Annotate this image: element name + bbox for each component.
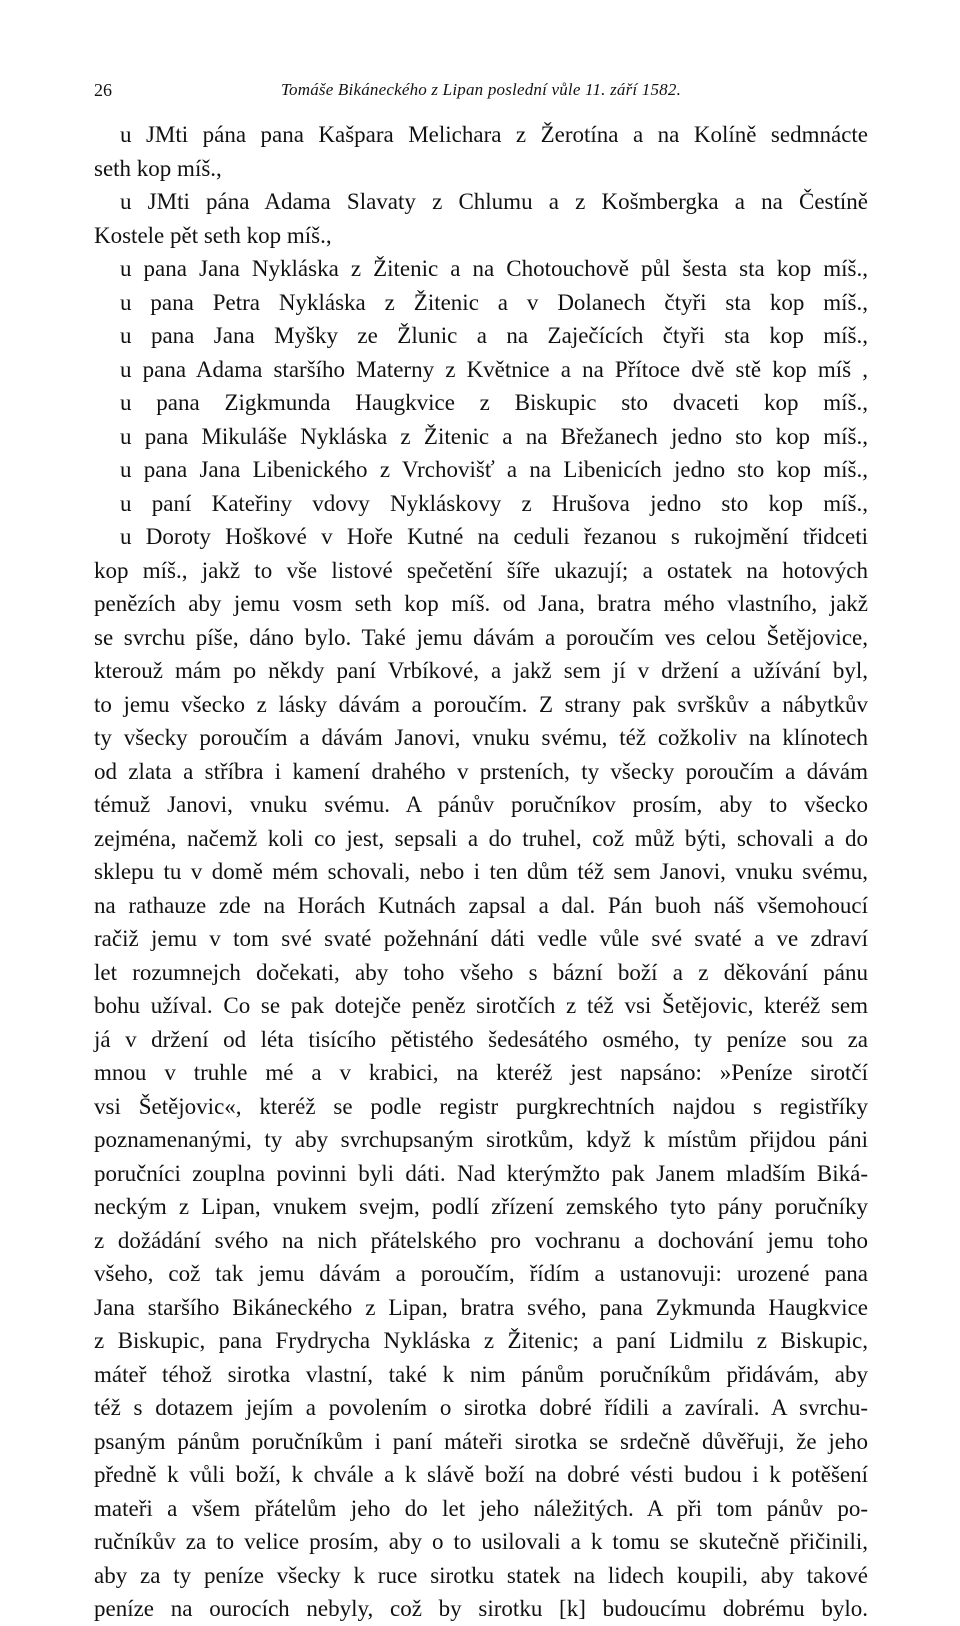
text-line: u JMti pána Adama Slavaty z Chlumu a z Košmbergka a na Čestíně bbox=[120, 189, 868, 214]
text-line: sklepu tu v domě mém schovali, nebo i ten dům též sem Janovi, vnuku svému, bbox=[94, 859, 868, 884]
text-line: vsi Šetějovic«, kteréž se podle registr purgkrechtních najdou s registříky bbox=[94, 1093, 868, 1119]
text-line: peníze na ourocích nebyly, což by sirotku [k] budoucímu dobrému bylo. bbox=[94, 1596, 868, 1621]
text-line: kterouž mám po někdy paní Vrbíkové, a jakž sem jí v držení a užívání byl, bbox=[94, 658, 868, 683]
text-line: let rozumnejch dočekati, aby toho všeho s bázní boží a z děkování pánu bbox=[94, 959, 868, 985]
text-line: seth kop míš., bbox=[94, 155, 222, 181]
text-line: na rathauze zde na Horách Kutnách zapsal a dal. Pán buoh náš všemohoucí bbox=[94, 892, 868, 918]
text-line: u pana Zigkmunda Haugkvice z Biskupic sto dvaceti kop míš., bbox=[120, 390, 868, 415]
text-line: u pana Petra Nykláska z Žitenic a v Dolanech čtyři sta kop míš., bbox=[120, 289, 868, 315]
text-line: aby za ty peníze všecky k ruce sirotku statek na lidech koupili, aby takové bbox=[94, 1562, 868, 1588]
text-line: mateři a všem přátelům jeho do let jeho náležitých. A při tom pánův po- bbox=[94, 1495, 868, 1521]
page-header bbox=[94, 80, 868, 104]
running-title: Tomáše Bikáneckého z Lipan poslední vůle 11. září 1582. bbox=[280, 80, 682, 99]
text-line: z dožádání svého na nich přátelského pro vochranu a dochování jemu toho bbox=[94, 1227, 868, 1253]
text-line: u paní Kateřiny vdovy Nykláskovy z Hrušova jedno sto kop míš., bbox=[120, 490, 868, 516]
text-line: kop míš., jakž to vše listové spečetění šíře ukazují; a ostatek na hotových bbox=[94, 557, 868, 583]
text-line: Kostele pět seth kop míš., bbox=[94, 222, 332, 248]
text-line: témuž Janovi, vnuku svému. A pánův poručníkov prosím, aby to všecko bbox=[94, 792, 868, 817]
page-number: 26 bbox=[94, 80, 112, 100]
text-line: všeho, což tak jemu dávám a poroučím, řídím a ustanovuji: urozené pana bbox=[94, 1261, 868, 1286]
text-line: psaným pánům poručníkům i paní máteři sirotka se srdečně důvěřuji, že jeho bbox=[94, 1428, 868, 1454]
text-line: poručníci zouplna povinni byli dáti. Nad kterýmžto pak Janem mladším Biká- bbox=[94, 1160, 868, 1186]
text-line: též s dotazem jejím a povolením o sirotka dobré řídili a zavírali. A svrchu- bbox=[94, 1395, 868, 1420]
text-line: Jana staršího Bikáneckého z Lipan, bratra svého, pana Zykmunda Haugkvice bbox=[94, 1294, 868, 1320]
text-line: máteř téhož sirotka vlastní, také k nim pánům poručníkům přidávám, aby bbox=[94, 1361, 868, 1387]
text-line: u pana Mikuláše Nykláska z Žitenic a na Břežanech jedno sto kop míš., bbox=[120, 423, 868, 449]
text-line: z Biskupic, pana Frydrycha Nykláska z Žitenic; a paní Lidmilu z Biskupic, bbox=[94, 1328, 868, 1353]
text-line: já v držení od léta tisícího pětistého šedesátého osmého, ty peníze sou za bbox=[94, 1026, 868, 1052]
text-line: neckým z Lipan, vnukem svejm, podlí zřízení zemského tyto pány poručníky bbox=[94, 1194, 868, 1219]
text-line: se svrchu píše, dáno bylo. Také jemu dávám a poroučím ves celou Šetějovice, bbox=[94, 624, 868, 650]
text-line: ručníkův za to velice prosím, aby o to usilovali a k tomu se skutečně přičinili, bbox=[94, 1529, 868, 1554]
text-line: u JMti pána pana Kašpara Melichara z Žerotína a na Kolíně sedmnácte bbox=[120, 122, 868, 147]
text-line: u pana Jana Nykláska z Žitenic a na Chotouchově půl šesta sta kop míš., bbox=[120, 256, 868, 281]
text-line: u pana Jana Myšky ze Žlunic a na Zaječících čtyři sta kop míš., bbox=[120, 323, 868, 348]
text-line: od zlata a stříbra i kamení drahého v prsteních, ty všecky poroučím a dávám bbox=[94, 758, 868, 784]
text-line: račiž jemu v tom své svaté požehnání dáti vedle vůle své svaté a ve zdraví bbox=[94, 926, 868, 951]
text-line: zejména, načemž koli co jest, sepsali a do truhel, což můž býti, schovali a do bbox=[94, 825, 868, 851]
text-line: u pana Adama staršího Materny z Květnice a na Přítoce dvě stě kop míš , bbox=[120, 356, 868, 382]
text-line: ty všecky poroučím a dávám Janovi, vnuku svému, též cožkoliv na klínotech bbox=[94, 725, 868, 750]
text-line: poznamenanými, ty aby svrchupsaným sirotkům, když k místům přijdou páni bbox=[94, 1127, 868, 1152]
text-line: to jemu všecko z lásky dávám a poroučím. Z strany pak svrškův a nábytkův bbox=[94, 691, 868, 717]
text-line: u pana Jana Libenického z Vrchovišť a na Libenicích jedno sto kop míš., bbox=[120, 457, 868, 482]
body-text bbox=[94, 118, 868, 1626]
text-line: u Doroty Hoškové v Hoře Kutné na ceduli řezanou s rukojmění třidceti bbox=[120, 524, 868, 549]
text-line: bohu užíval. Co se pak dotejče peněz sirotčích z též vsi Šetějovic, kteréž sem bbox=[94, 993, 868, 1018]
text-line: penězích aby jemu vosm seth kop míš. od Jana, bratra mého vlastního, jakž bbox=[94, 591, 868, 616]
text-line: předně k vůli boží, k chvále a k slávě boží na dobré vésti budou i k potěšení bbox=[94, 1462, 868, 1487]
text-line: mnou v truhle mé a v krabici, na kteréž jest napsáno: »Peníze sirotčí bbox=[94, 1060, 868, 1085]
